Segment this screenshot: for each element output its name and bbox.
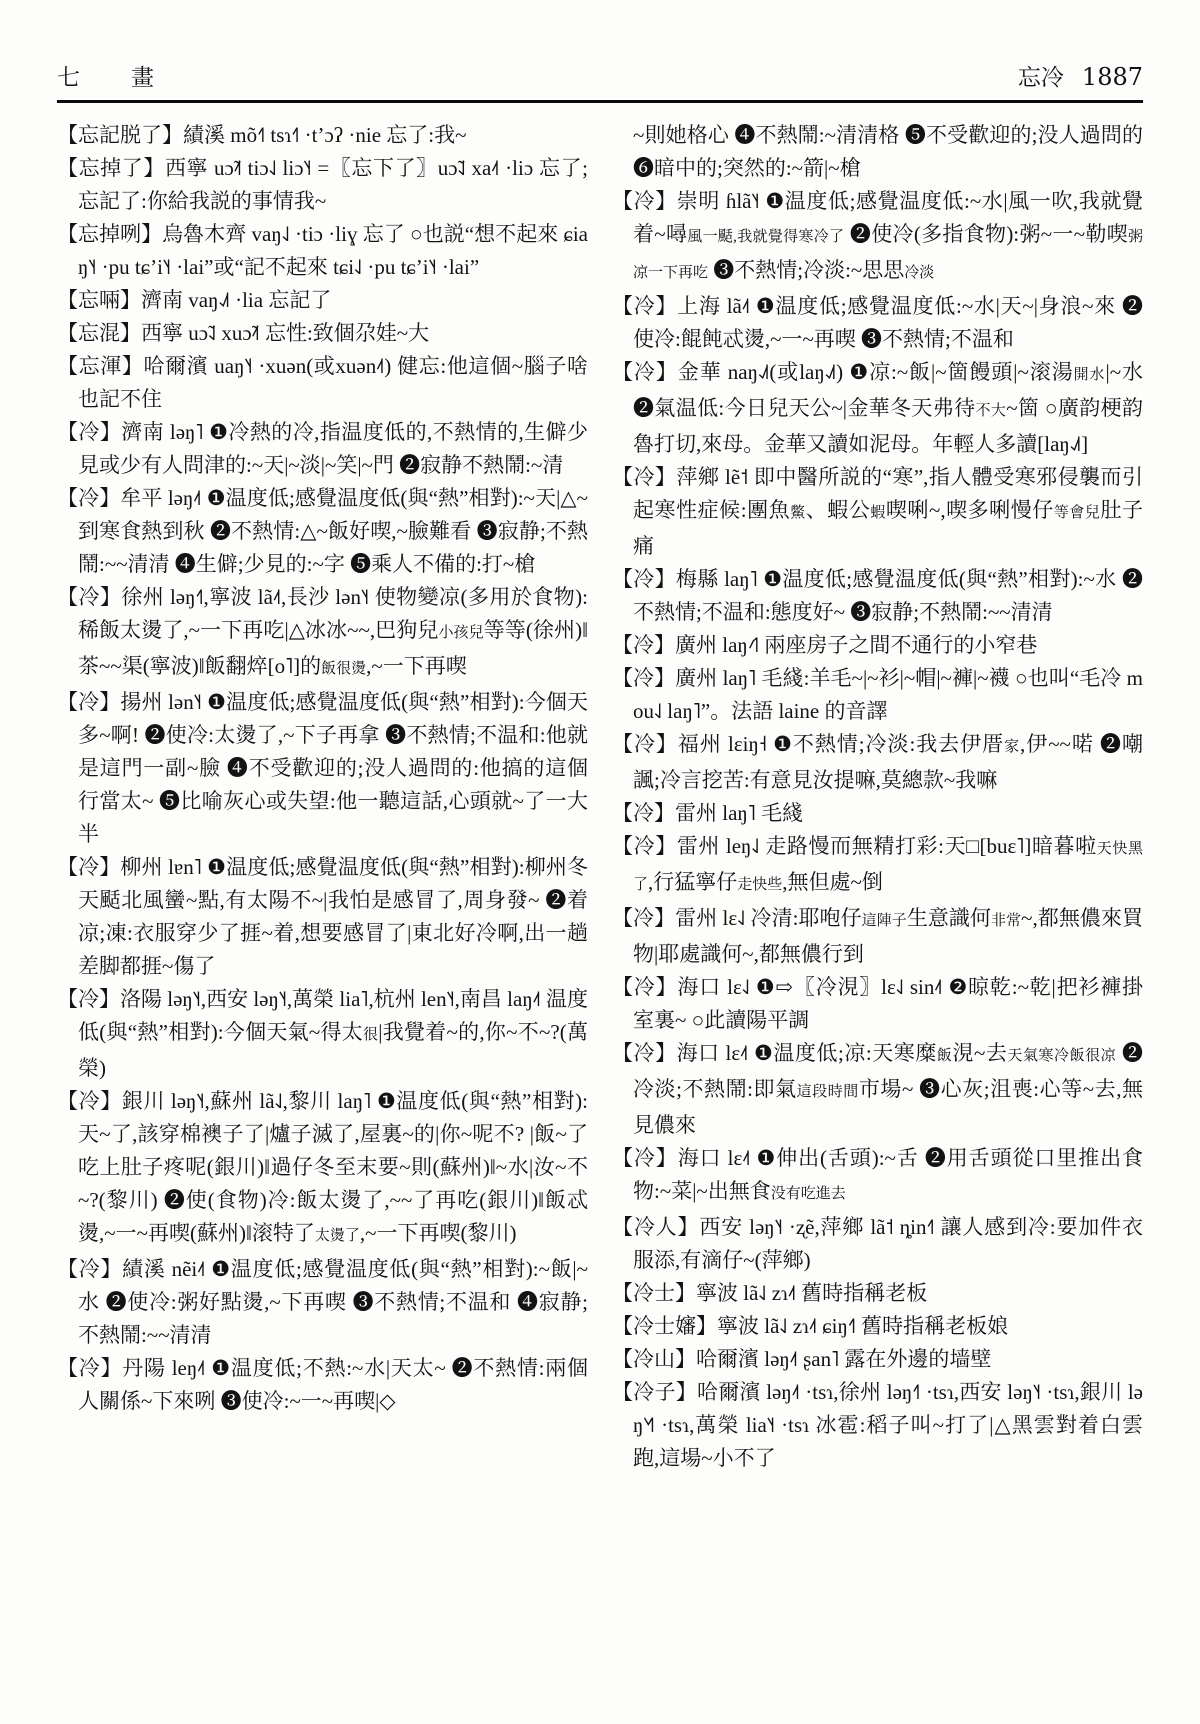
entry-text: 【冷】福州 lɛiŋ˧ ❶不熱情;冷淡:我去伊厝 — [612, 732, 1005, 756]
entry-text: 【冷】海口 lɛ˨˦ ❶温度低;凉:天寒糜 — [612, 1041, 937, 1065]
entry-text: ,行猛寧仔 — [648, 870, 738, 894]
entry-text: 【冷】廣州 laŋ˨˦˥ 兩座房子之間不通行的小窄巷 — [612, 633, 1038, 657]
entry-text: ,~一下再喫(黎川) — [359, 1221, 517, 1245]
entry-text: 【忘混】西寧 uɔ̃˨˩ xuɔ̃˨˦ 忘性:致個尕娃~大 — [57, 321, 430, 345]
inline-gloss-small: 不大 — [975, 403, 1007, 419]
inline-gloss-small: 非常 — [991, 913, 1022, 929]
inline-gloss-small: 很 — [363, 1027, 379, 1043]
dictionary-entry — [612, 830, 1143, 902]
dictionary-entry — [57, 152, 588, 218]
entry-text: |~水 ❷氣温低:今日兒天公~|金華冬天弗待 — [633, 360, 1143, 420]
entry-text: 【冷】雷州 lɛ˨˩ 冷清:耶咆仔 — [612, 906, 862, 930]
entry-text: 【忘渾】哈爾濱 uaŋ˥˧ ·xuən(或xuən˨˦) 健忘:他這個~腦子啥也記不住 — [57, 354, 588, 411]
dictionary-entry — [612, 902, 1143, 971]
entry-text: 喫唎~,喫多唎慢仔 — [885, 498, 1054, 522]
entry-text: 、蝦公 — [805, 498, 871, 522]
dictionary-entry — [57, 1253, 588, 1352]
entry-text: 涀~去 — [952, 1041, 1008, 1065]
inline-gloss-small: 飯 — [936, 1048, 953, 1064]
entry-text: 【冷】崇明 ɦlã˥˧ ❶温度低;感覺温度低:~水|風一吹,我就覺着~噚 — [612, 189, 1143, 246]
dictionary-entry — [57, 983, 588, 1085]
entry-text: 【冷】洛陽 ləŋ˥˧,西安 ləŋ˥˧,萬榮 lia˥,杭州 len˥˧,南昌 laŋ˨˦ 温度低(與“熱”相對):今個天氣~得太 — [57, 987, 588, 1044]
inline-gloss-small: 飯很燙 — [321, 661, 367, 677]
content-columns — [57, 119, 1143, 1475]
dictionary-entry — [612, 563, 1143, 629]
entry-text: 【冷】梅縣 laŋ˥ ❶温度低;感覺温度低(與“熱”相對):~水 ❷不熱情;不温和:態度好~ ❸寂静;不熱鬧:~~清清 — [612, 567, 1143, 624]
dictionary-entry — [57, 218, 588, 284]
entry-text: 肚子痛 — [633, 498, 1143, 558]
entry-text: ,伊~~喏 ❷嘲諷;冷言挖苦:有意見汝提嘛,莫總款~我嘛 — [633, 732, 1143, 792]
page-number: 1887 — [1081, 63, 1143, 91]
entry-text: 【冷人】西安 ləŋ˥˧ ·ʐẽ,萍鄉 lã˦ ȵin˧˥ 讓人感到冷:要加件衣服添,有滴仔~(萍鄉) — [612, 1215, 1143, 1272]
dictionary-entry — [612, 728, 1143, 797]
entry-text: 【冷】績溪 nẽi˨˦ ❶温度低;感覺温度低(與“熱”相對):~飯|~水 ❷使冷:粥好點燙,~下再喫 ❸不熱情;不温和 ❹寂静;不熱鬧:~~清清 — [57, 1257, 588, 1347]
entry-text: 【冷】銀川 ləŋ˥˧,蘇州 lã˨˩,黎川 laŋ˥ ❶温度低(與“熱”相對):天~了,該穿棉襖子了|爐子滅了,屋裏~的|你~呢不? |飯~了吃上肚子疼呢(銀川)‖過仔冬至末要~則(蘇州)‖~水|汝~不~?(黎川) ❷使(食物)冷:飯太燙了,~~了再吃(銀川)‖飯忒燙,~一~再喫(蘇州)‖滚特了 — [57, 1089, 588, 1245]
inline-gloss-small: 小孩兒 — [438, 625, 484, 641]
dictionary-entry — [57, 416, 588, 482]
inline-gloss-small: 走快些 — [737, 877, 783, 893]
entry-text: ❷使冷(多指食物):粥~一~勒喫 — [844, 222, 1128, 246]
entry-text: 【冷子】哈爾濱 ləŋ˨˦ ·tsɿ,徐州 ləŋ˧˥ ·tsɿ,西安 ləŋ˥˧ ·tsɿ,銀川 ləŋ˥˧˥ ·tsɿ,萬榮 lia˥˧ ·tsɿ 冰雹:稻子叫~打了|△黑雲對着白雲跑,這場~小不了 — [612, 1380, 1143, 1470]
section-title: 七 畫 — [57, 65, 168, 90]
dictionary-entry — [57, 482, 588, 581]
dictionary-entry — [57, 686, 588, 851]
entry-text: 【冷】雷州 leŋ˨˩ 走路慢而無精打彩:天□[buɛ˥]暗暮啦 — [612, 834, 1097, 858]
entry-text: 【冷】丹陽 leŋ˨˦ ❶温度低;不熱:~水|天太~ ❷不熱情:兩個人關係~下來咧 ❸使冷:~一~再喫|◇ — [57, 1356, 588, 1413]
inline-gloss-small: 鱉 — [790, 505, 806, 521]
entry-text: 【冷】牟平 ləŋ˨˦ ❶温度低;感覺温度低(與“熱”相對):~天|△~到寒食熱到秋 ❷不熱情:△~飯好喫,~臉難看 ❸寂静;不熱鬧:~~清清 ❹生僻;少見的:~字 ❺乘人不備的:打~槍 — [57, 486, 588, 576]
header-rule — [57, 100, 1143, 103]
entry-text: 【冷】濟南 ləŋ˥ ❶冷熱的冷,指温度低的,不熱情的,生僻少見或少有人問津的:~天|~淡|~笑|~門 ❷寂静不熱鬧:~清 — [57, 420, 588, 477]
entry-text: 【冷】海口 lɛ˨˦ ❶伸出(舌頭):~舌 ❷用舌頭從口里推出食物:~菜|~出無食 — [612, 1146, 1143, 1203]
entry-text: ❸不熱情;冷淡:~思思 — [708, 258, 905, 282]
inline-gloss-small: 没有吃進去 — [770, 1186, 846, 1202]
entry-text: 【冷】上海 lã˨˦ ❶温度低;感覺温度低:~水|天~|身浪~來 ❷使冷:餛飩忒燙,~一~再喫 ❸不熱情;不温和 — [612, 294, 1143, 351]
entry-text: 【忘啢】濟南 vaŋ˨˩˦ ·lia 忘記了 — [57, 288, 332, 312]
entry-text: 【忘記脱了】績溪 mõ˧˥ tsɿ˧˥ ·tʼɔʔ ·nie 忘了:我~ — [57, 123, 467, 147]
entry-text: 【冷】徐州 ləŋ˧˥,寧波 lã˨˦,長沙 lən˥˧ 使物變凉(多用於食物):稀飯太燙了,~一下再吃|△冰冰~~,巴狗兒 — [57, 585, 588, 642]
entry-text: 【冷】萍鄉 lẽ˦ 即中醫所説的“寒”,指人體受寒邪侵襲而引起寒性症候:團魚 — [612, 465, 1143, 522]
entry-text: 【冷】海口 lɛ˨˩ ❶⇨〖冷涀〗lɛ˨˩ sin˨˦ ❷晾乾:~乾|把衫褲掛室裏~ ○此讀陽平調 — [612, 975, 1143, 1032]
running-head-group — [1018, 64, 1143, 91]
entry-text: 【冷】廣州 laŋ˥ 毛綫:羊毛~|~衫|~帽|~褲|~襪 ○也叫“毛冷 mou˨˩ laŋ˥”。法語 laine 的音譯 — [612, 666, 1143, 723]
inline-gloss-small: 這陣子 — [861, 913, 907, 929]
entry-text: ❷冷淡;不熱鬧:即氣 — [633, 1041, 1143, 1101]
column-left — [57, 119, 588, 1475]
entry-text: 【冷】金華 naŋ˨˩˦(或laŋ˨˩˦) ❶凉:~飯|~箇饅頭|~滚湯 — [612, 360, 1074, 384]
entry-text: ~則她格心 ❹不熱鬧:~清清格 ❺不受歡迎的;没人過問的 ❻暗中的;突然的:~箭|~槍 — [633, 123, 1143, 180]
inline-gloss-small: 太燙了 — [314, 1228, 360, 1244]
entry-text: |我覺着~的,你~不~?(萬榮) — [78, 1020, 588, 1080]
inline-gloss-small: 天快黑了 — [633, 841, 1143, 893]
entry-text: 【冷】揚州 lən˥˧ ❶温度低;感覺温度低(與“熱”相對):今個天多~啊! ❷使冷:太燙了,~下子再拿 ❸不熱情;不温和:他就是這門一副~臉 ❹不受歡迎的;没人過問的:他搞的這個行當太~ ❺比喻灰心或失望:他一聽這話,心頭就~了一大半 — [57, 690, 588, 846]
dictionary-entry — [57, 317, 588, 350]
dictionary-entry — [612, 290, 1143, 356]
entry-text: 【冷山】哈爾濱 ləŋ˨˦ ʂan˥ 露在外邊的墙壁 — [612, 1347, 992, 1371]
dictionary-entry — [612, 1211, 1143, 1277]
entry-text: 【冷士】寧波 lã˨˩ zɿ˨˦ 舊時指稱老板 — [612, 1281, 928, 1305]
running-head: 忘冷 — [1017, 65, 1064, 90]
entry-text: 【冷】柳州 lɐn˥ ❶温度低;感覺温度低(與“熱”相對):柳州冬天颳北風蠻~點,有太陽不~|我怕是感冒了,周身發~ ❷着凉;凍:衣服穿少了捱~着,想要感冒了|東北好冷啊,出一趟差脚都捱~傷了 — [57, 855, 588, 978]
dictionary-entry — [612, 461, 1143, 563]
dictionary-entry — [57, 851, 588, 983]
dictionary-entry — [612, 971, 1143, 1037]
inline-gloss-small: 這段時間 — [796, 1084, 859, 1100]
entry-text: ~,都無儂來買物|耶處識何~,都無儂行到 — [633, 906, 1143, 966]
dictionary-entry — [612, 1037, 1143, 1142]
dictionary-entry — [57, 1085, 588, 1253]
dictionary-entry — [57, 119, 588, 152]
dictionary-entry — [612, 1376, 1143, 1475]
dictionary-entry — [612, 662, 1143, 728]
entry-text: 生意識何 — [906, 906, 992, 930]
inline-gloss-small: 天氣寒冷飯很凉 — [1007, 1048, 1117, 1064]
dictionary-entry — [612, 1142, 1143, 1211]
entry-text: ~箇 ○廣韵梗韵魯打切,來母。金華又讀如泥母。年輕人多讀[laŋ˨˩˦] — [633, 396, 1143, 456]
page-header — [57, 0, 1143, 91]
dictionary-entry — [612, 185, 1143, 290]
inline-gloss-small: 等會兒 — [1053, 505, 1101, 521]
dictionary-entry — [612, 1310, 1143, 1343]
dictionary-entry-continuation — [612, 119, 1143, 185]
dictionary-entry — [612, 356, 1143, 461]
dictionary-entry — [57, 1352, 588, 1418]
dictionary-entry — [57, 284, 588, 317]
column-right — [612, 119, 1143, 1475]
inline-gloss-small: 粥凉一下再吃 — [633, 229, 1143, 281]
inline-gloss-small: 家 — [1004, 739, 1021, 755]
entry-text: 【冷】雷州 laŋ˥ 毛綫 — [612, 801, 804, 825]
entry-text: 【忘掉了】西寧 uɔ̃˨˦ tiɔ˨˩ liɔ˥˧ =〖忘下了〗uɔ̃˨˩ xa˨˦ ·liɔ 忘了;忘記了:你給我説的事情我~ — [57, 156, 588, 213]
dictionary-entry — [612, 1343, 1143, 1376]
inline-gloss-small: 開水 — [1073, 367, 1106, 383]
dictionary-entry — [57, 581, 588, 686]
inline-gloss-small: 冷淡 — [904, 265, 935, 281]
entry-text: ,~一下再喫 — [366, 654, 467, 678]
dictionary-entry — [612, 629, 1143, 662]
entry-text: 【冷士嬸】寧波 lã˨˩ zɿ˨˦ ɕiŋ˧˥ 舊時指稱老板娘 — [612, 1314, 1009, 1338]
inline-gloss-small: 蝦 — [870, 505, 886, 521]
entry-text: 等等(徐州)‖茶~~渠(寧波)‖飯翻焠[o˥]的 — [78, 618, 588, 678]
dictionary-entry — [57, 350, 588, 416]
entry-text: 【忘掉咧】烏魯木齊 vaŋ˨˩ ·tiɔ ·liɣ 忘了 ○也説“想不起來 ɕiaŋ˥˧ ·pu tɕʼi˥˧ ·lai”或“記不起來 tɕi˨˩ ·pu tɕʼi˥˧ ·lai” — [57, 222, 588, 279]
dictionary-entry — [612, 797, 1143, 830]
entry-text: ,無但處~倒 — [782, 870, 883, 894]
inline-gloss-small: 風一颳,我就覺得寒冷了 — [687, 229, 845, 245]
entry-text: 市場~ ❸心灰;沮喪:心等~去,無見儂來 — [633, 1077, 1144, 1137]
dictionary-entry — [612, 1277, 1143, 1310]
